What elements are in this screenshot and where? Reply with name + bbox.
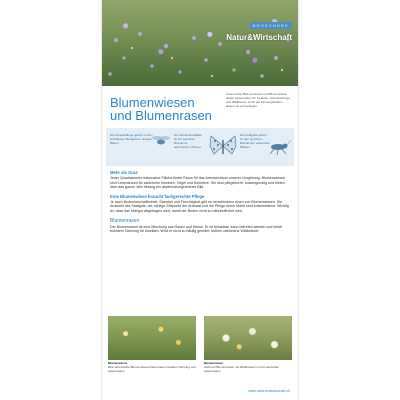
section-3-heading: Blumenrasen	[110, 217, 140, 224]
brochure-page	[102, 0, 298, 400]
photo-caption-left-title: Blumenwiese	[108, 361, 128, 365]
meadow-flowers-illustration	[102, 0, 298, 86]
section-2-text: Je nach Bodenbeschaffenheit, Standort und Feuchtigkeit gibt es verschiedene Arten von Blumenwiesen. Die Auswahl des Saatguts, der richtige Zeitpunkt der Aussaat und die Pflege durch Mahd sind entscheidend. Wichtig ist, dass das Mähgut abgetragen wird, damit der Boden nicht zu nährstoffreich wird.	[110, 199, 289, 213]
photo-caption-left	[108, 362, 196, 373]
title-line-1: Blumenwiesen	[110, 95, 195, 110]
header-meadow-photo	[102, 0, 298, 86]
butterfly-icon	[208, 132, 238, 160]
photo-caption-left-text: Eine artenreiche Blumenwiese bietet vielen Insekten Nahrung und Lebensraum.	[108, 364, 196, 373]
intro-caption: Artenreicher Blumenwiesen und Blumenrasen bieten Lebensraum für Insekten, Schmetterlinge und Wildbienen. Auch auf Firmengeländen lassen sie sich anlegen.	[226, 92, 290, 108]
hoverfly-icon	[150, 134, 172, 148]
series-small-label: BROSCHÜRE	[250, 22, 292, 29]
photo-caption-right	[204, 362, 292, 373]
series-title: Natur&Wirtschaft	[226, 33, 292, 42]
title-line-2: und Blumenrasen	[110, 108, 212, 123]
section-1-heading: Mehr als Gras	[110, 170, 138, 175]
series-tag	[226, 14, 292, 42]
insect-infobar	[106, 128, 294, 166]
page-title	[110, 96, 212, 122]
section-3-text: Der Blumenrasen ist eine Mischung aus Rasen und Wiese. Er ist belastbar, kann betreten werden und bietet trotzdem Nahrung für Insekten. Wird er nicht zu häufig gemäht, blühen zahlreiche Wildkräuter.	[110, 224, 283, 234]
section-2-subheading: Eine Blumenwiese braucht fachgerechte Pflege	[110, 193, 205, 199]
cricket-icon	[268, 138, 292, 156]
body-text	[110, 170, 290, 238]
photo-flower-meadow	[108, 316, 196, 360]
infobar-text-1: Die Schwebfliege gehört zu den wichtigsten Bestäubern unserer Blüten.	[110, 133, 153, 145]
photo-caption-right-text: Auch ein Blumenrasen mit Wildkräutern ist ein wertvoller Lebensraum.	[204, 364, 280, 373]
website-link[interactable]: www.naturundwirtschaft.ch	[248, 389, 290, 393]
photo-flower-lawn	[204, 316, 292, 360]
section-1-text: Jeder Quadratmeter naturnaher Fläche bietet Raum für das Artenreichtum unserer Umgebung. Blumenwiesen sind Lebensraum für zahlreiche Insekten, Vögel und Kleintiere. Sie sind pflegeleicht, kostengünstig und bieten über das ganze Jahr hinweg ein abwechslungsreiches Bild.	[110, 176, 285, 190]
infobar-text-2: Der Schachbrettfalter ist ein typischer Bewohner artenreicher Wiesen.	[174, 133, 203, 149]
infobar-text-3: Die Feldgrille gehört zu den typischen Bewohnern extensiver Wiesen.	[240, 133, 270, 149]
photo-caption-right-title: Blumenrasen	[204, 361, 224, 365]
